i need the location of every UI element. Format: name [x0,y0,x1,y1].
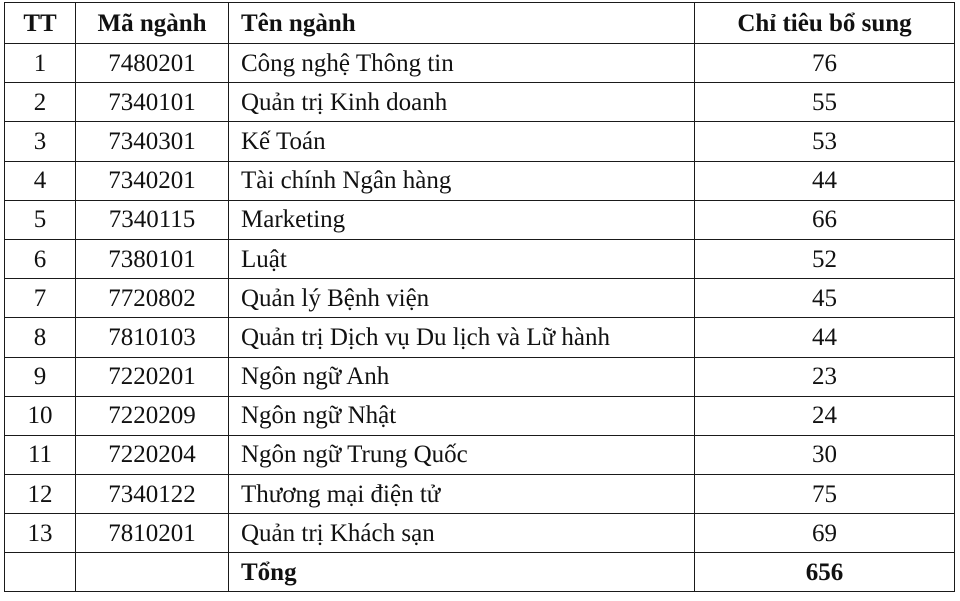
cell-tt: 1 [5,44,76,83]
cell-chi-tieu: 44 [695,161,955,200]
header-ten-nganh: Tên ngành [229,3,695,44]
cell-tt: 9 [5,357,76,396]
table-row [5,161,955,200]
total-tt-cell [5,553,76,592]
cell-ma-nganh: 7480201 [76,44,229,83]
cell-tt: 8 [5,318,76,357]
cell-ma-nganh: 7340115 [76,200,229,239]
cell-ma-nganh: 7340122 [76,475,229,514]
cell-chi-tieu: 66 [695,200,955,239]
table-row [5,475,955,514]
cell-ma-nganh: 7810201 [76,514,229,553]
quota-table [4,2,955,592]
cell-chi-tieu: 44 [695,318,955,357]
total-row [5,553,955,592]
cell-tt: 13 [5,514,76,553]
cell-chi-tieu: 23 [695,357,955,396]
cell-tt: 5 [5,200,76,239]
table-row [5,200,955,239]
cell-ten-nganh: Luật [229,239,695,278]
cell-chi-tieu: 30 [695,435,955,474]
cell-ma-nganh: 7220209 [76,396,229,435]
table-row [5,239,955,278]
cell-ma-nganh: 7380101 [76,239,229,278]
table-row [5,83,955,122]
total-label: Tổng [229,553,695,592]
table-body [5,44,955,592]
table-row [5,514,955,553]
cell-tt: 10 [5,396,76,435]
header-row [5,3,955,44]
cell-tt: 2 [5,83,76,122]
cell-tt: 3 [5,122,76,161]
cell-ten-nganh: Thương mại điện tử [229,475,695,514]
cell-ten-nganh: Quản trị Kinh doanh [229,83,695,122]
cell-ma-nganh: 7340101 [76,83,229,122]
cell-ma-nganh: 7340201 [76,161,229,200]
table-header [5,3,955,44]
cell-ma-nganh: 7720802 [76,279,229,318]
cell-chi-tieu: 69 [695,514,955,553]
cell-ten-nganh: Ngôn ngữ Anh [229,357,695,396]
table-row [5,44,955,83]
table-row [5,279,955,318]
cell-ma-nganh: 7220201 [76,357,229,396]
cell-ten-nganh: Kế Toán [229,122,695,161]
cell-tt: 6 [5,239,76,278]
cell-chi-tieu: 24 [695,396,955,435]
cell-chi-tieu: 75 [695,475,955,514]
cell-ma-nganh: 7340301 [76,122,229,161]
cell-ten-nganh: Ngôn ngữ Trung Quốc [229,435,695,474]
table-row [5,122,955,161]
cell-tt: 7 [5,279,76,318]
table-row [5,435,955,474]
cell-ma-nganh: 7220204 [76,435,229,474]
cell-tt: 4 [5,161,76,200]
cell-ten-nganh: Quản trị Dịch vụ Du lịch và Lữ hành [229,318,695,357]
cell-ten-nganh: Ngôn ngữ Nhật [229,396,695,435]
header-chi-tieu: Chỉ tiêu bổ sung [695,3,955,44]
cell-ten-nganh: Marketing [229,200,695,239]
cell-ten-nganh: Tài chính Ngân hàng [229,161,695,200]
table-row [5,396,955,435]
cell-chi-tieu: 53 [695,122,955,161]
cell-chi-tieu: 55 [695,83,955,122]
header-tt: TT [5,3,76,44]
cell-chi-tieu: 52 [695,239,955,278]
table-row [5,357,955,396]
cell-chi-tieu: 45 [695,279,955,318]
cell-ten-nganh: Công nghệ Thông tin [229,44,695,83]
header-ma-nganh: Mã ngành [76,3,229,44]
cell-tt: 12 [5,475,76,514]
cell-ten-nganh: Quản lý Bệnh viện [229,279,695,318]
total-value: 656 [695,553,955,592]
table-container [4,2,954,592]
cell-ten-nganh: Quản trị Khách sạn [229,514,695,553]
cell-tt: 11 [5,435,76,474]
table-row [5,318,955,357]
cell-chi-tieu: 76 [695,44,955,83]
total-ma-cell [76,553,229,592]
cell-ma-nganh: 7810103 [76,318,229,357]
